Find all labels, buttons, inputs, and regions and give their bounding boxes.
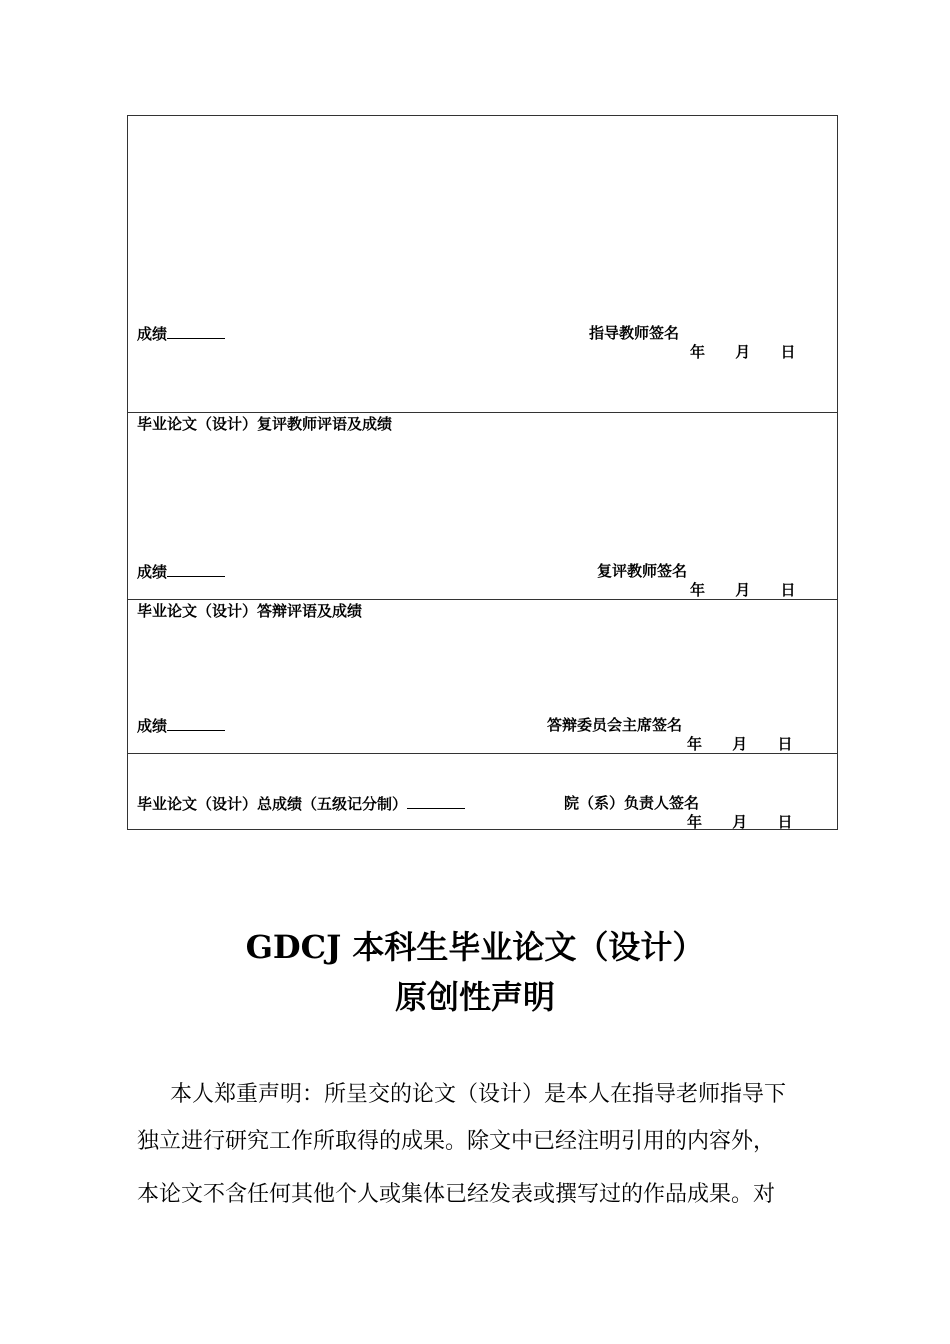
grade-label: 成绩 <box>137 563 168 581</box>
month-label: 月 <box>735 343 751 361</box>
total-grade-section <box>128 753 837 830</box>
grade-label: 成绩 <box>137 325 168 343</box>
total-grade-field <box>137 794 465 813</box>
reviewer-section <box>128 412 837 599</box>
total-grade-blank[interactable] <box>407 794 465 809</box>
defense-section <box>128 599 837 753</box>
day-label: 日 <box>780 581 796 599</box>
supervisor-signature-label: 指导教师签名 <box>589 324 680 342</box>
year-label: 年 <box>690 581 706 599</box>
supervisor-date <box>690 343 796 361</box>
month-label: 月 <box>732 813 748 831</box>
day-label: 日 <box>777 735 793 753</box>
reviewer-grade-field <box>137 562 225 581</box>
dean-signature-label: 院（系）负责人签名 <box>564 794 700 812</box>
declaration-line-3: 本论文不含任何其他个人或集体已经发表或撰写过的作品成果。对 <box>137 1182 776 1207</box>
supervisor-grade-field <box>137 324 225 343</box>
grade-blank[interactable] <box>167 324 225 339</box>
year-label: 年 <box>687 813 703 831</box>
declaration-subtitle: 原创性声明 <box>394 978 555 1016</box>
day-label: 日 <box>777 813 793 831</box>
day-label: 日 <box>780 343 796 361</box>
reviewer-date <box>690 581 796 599</box>
declaration-title: GDCJ 本科生毕业论文（设计） <box>245 928 705 966</box>
defense-signature-label: 答辩委员会主席签名 <box>547 716 683 734</box>
reviewer-section-title: 毕业论文（设计）复评教师评语及成绩 <box>137 415 393 433</box>
year-label: 年 <box>687 735 703 753</box>
year-label: 年 <box>690 343 706 361</box>
evaluation-form-table <box>127 115 838 830</box>
dean-date <box>687 813 793 831</box>
month-label: 月 <box>732 735 748 753</box>
defense-grade-field <box>137 716 225 735</box>
defense-date <box>687 735 793 753</box>
total-grade-label: 毕业论文（设计）总成绩（五级记分制） <box>137 795 408 813</box>
declaration-line-2: 独立进行研究工作所取得的成果。除文中已经注明引用的内容外， <box>137 1129 776 1154</box>
declaration-line-1: 本人郑重声明：所呈交的论文（设计）是本人在指导老师指导下 <box>170 1082 787 1107</box>
grade-blank[interactable] <box>167 716 225 731</box>
grade-blank[interactable] <box>167 562 225 577</box>
supervisor-section <box>128 116 837 412</box>
reviewer-signature-label: 复评教师签名 <box>597 562 688 580</box>
month-label: 月 <box>735 581 751 599</box>
defense-section-title: 毕业论文（设计）答辩评语及成绩 <box>137 602 363 620</box>
grade-label: 成绩 <box>137 717 168 735</box>
